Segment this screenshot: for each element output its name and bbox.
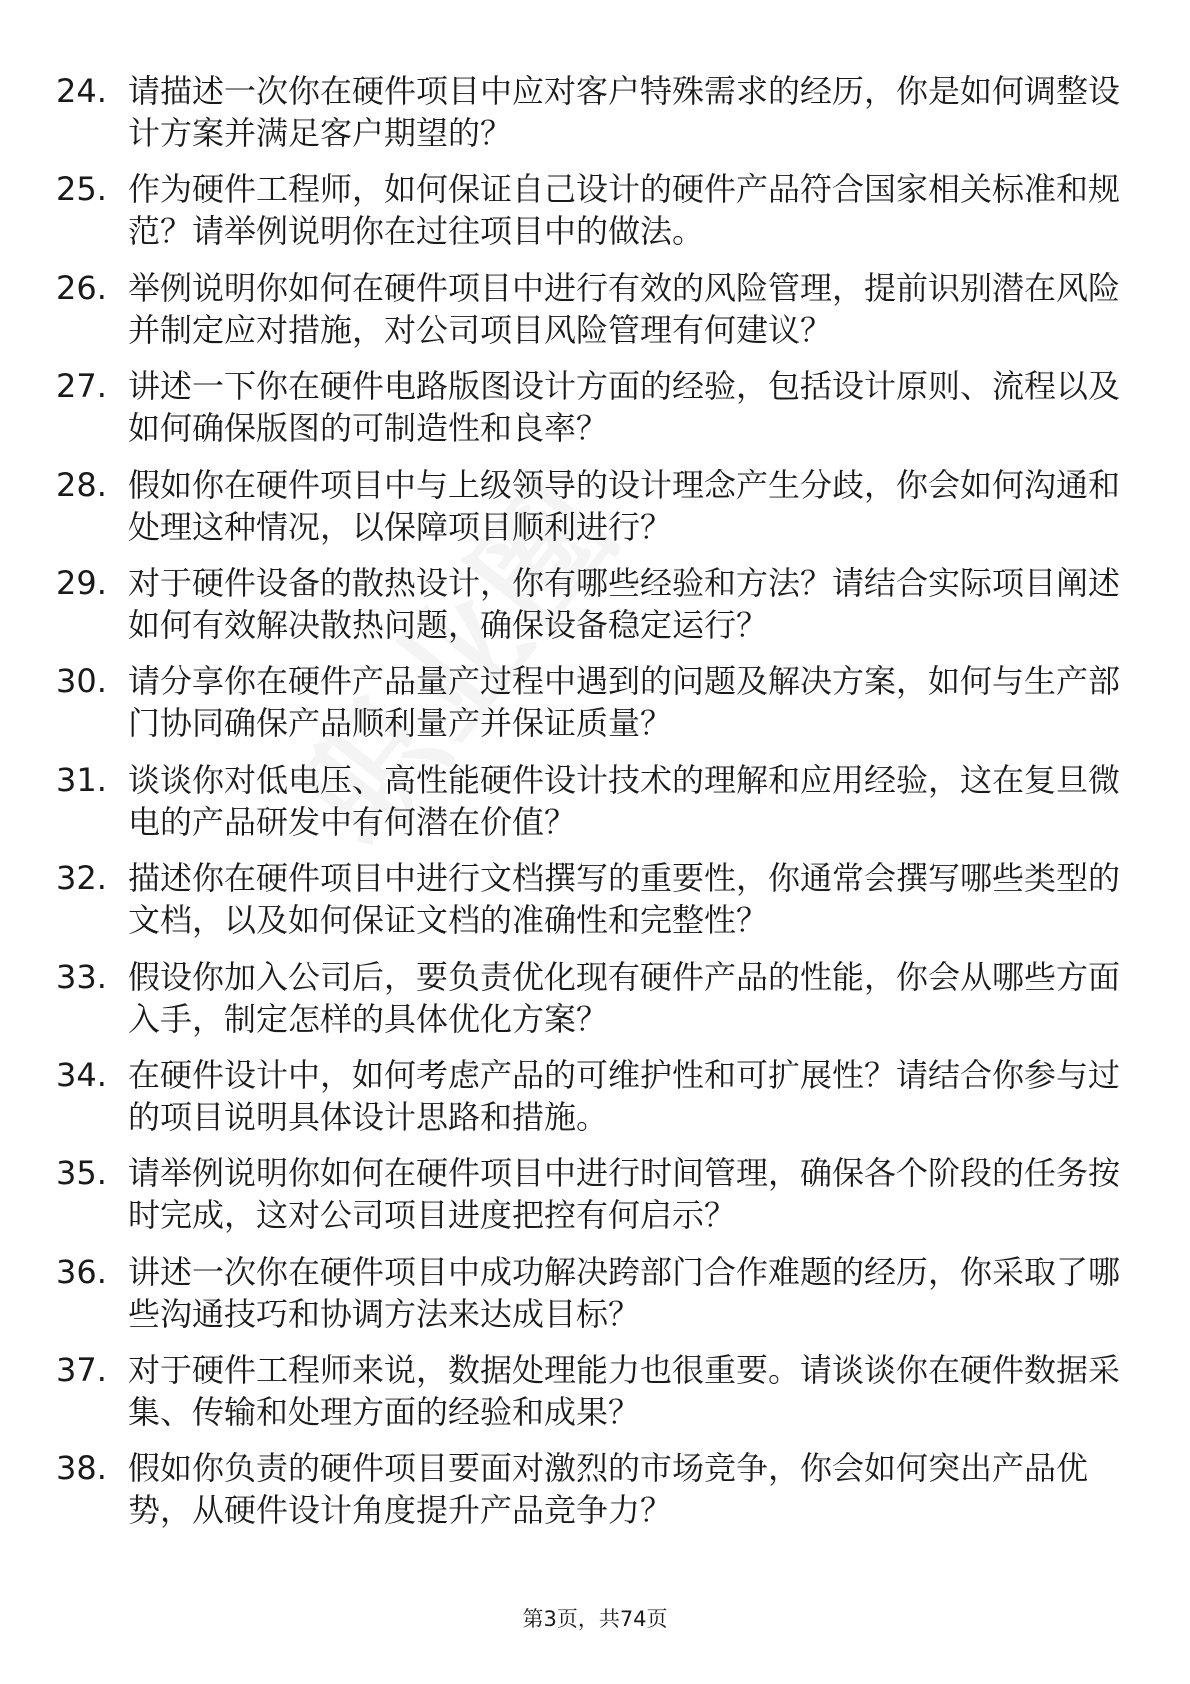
question-number: 37.	[56, 1351, 107, 1390]
question-text: 请举例说明你如何在硬件项目中进行时间管理，确保各个阶段的任务按时完成，这对公司项目进度把控有何启示？	[128, 1154, 1121, 1235]
question-item	[0, 562, 1190, 660]
question-item	[0, 1251, 1190, 1349]
page-footer: 第3页，共74页	[522, 1607, 668, 1631]
question-number: 36.	[56, 1252, 107, 1291]
question-item	[0, 1447, 1190, 1545]
question-text: 讲述一次你在硬件项目中成功解决跨部门合作难题的经历，你采取了哪些沟通技巧和协调方法来达成目标？	[128, 1252, 1121, 1333]
question-number: 30.	[56, 662, 107, 701]
question-text: 谈谈你对低电压、高性能硬件设计技术的理解和应用经验，这在复旦微电的产品研发中有何潜在价值？	[128, 760, 1121, 841]
question-number: 33.	[56, 957, 107, 996]
question-list	[0, 70, 1190, 1546]
question-item	[0, 660, 1190, 758]
question-text: 请描述一次你在硬件项目中应对客户特殊需求的经历，你是如何调整设计方案并满足客户期望的？	[128, 72, 1121, 152]
question-text: 在硬件设计中，如何考虑产品的可维护性和可扩展性？请结合你参与过的项目说明具体设计思路和措施。	[128, 1055, 1121, 1136]
question-item	[0, 956, 1190, 1054]
question-item	[0, 857, 1190, 955]
question-text: 对于硬件设备的散热设计，你有哪些经验和方法？请结合实际项目阐述如何有效解决散热问题，确保设备稳定运行？	[128, 563, 1121, 644]
question-item	[0, 1349, 1190, 1447]
question-number: 35.	[56, 1154, 107, 1193]
question-text: 作为硬件工程师，如何保证自己设计的硬件产品符合国家相关标准和规范？请举例说明你在过往项目中的做法。	[128, 170, 1121, 251]
question-text: 假如你在硬件项目中与上级领导的设计理念产生分歧，你会如何沟通和处理这种情况，以保障项目顺利进行？	[128, 465, 1121, 546]
question-number: 29.	[56, 563, 107, 602]
question-number: 32.	[56, 859, 107, 898]
question-number: 28.	[56, 465, 107, 504]
question-text: 举例说明你如何在硬件项目中进行有效的风险管理，提前识别潜在风险并制定应对措施，对公司项目风险管理有何建议？	[128, 268, 1121, 349]
question-text: 讲述一下你在硬件电路版图设计方面的经验，包括设计原则、流程以及如何确保版图的可制造性和良率？	[128, 367, 1121, 448]
question-text: 假设你加入公司后，要负责优化现有硬件产品的性能，你会从哪些方面入手，制定怎样的具体优化方案？	[128, 957, 1121, 1038]
question-number: 31.	[56, 760, 107, 799]
question-text: 假如你负责的硬件项目要面对激烈的市场竞争，你会如何突出产品优势，从硬件设计角度提升产品竞争力？	[128, 1449, 1089, 1530]
question-item	[0, 1054, 1190, 1152]
question-number: 38.	[56, 1449, 107, 1488]
question-item	[0, 464, 1190, 562]
question-number: 27.	[56, 367, 107, 406]
question-text: 对于硬件工程师来说，数据处理能力也很重要。请谈谈你在硬件数据采集、传输和处理方面的经验和成果？	[128, 1351, 1121, 1432]
question-number: 34.	[56, 1055, 107, 1094]
question-item	[0, 759, 1190, 857]
question-number: 25.	[56, 170, 107, 209]
question-number: 24.	[56, 72, 107, 110]
question-item	[0, 168, 1190, 266]
question-number: 26.	[56, 268, 107, 307]
question-item	[0, 365, 1190, 463]
question-text: 请分享你在硬件产品量产过程中遇到的问题及解决方案，如何与生产部门协同确保产品顺利量产并保证质量？	[128, 662, 1121, 743]
question-item	[0, 267, 1190, 365]
question-text: 描述你在硬件项目中进行文档撰写的重要性，你通常会撰写哪些类型的文档，以及如何保证文档的准确性和完整性？	[128, 859, 1121, 940]
question-item	[0, 70, 1190, 168]
question-item	[0, 1152, 1190, 1250]
